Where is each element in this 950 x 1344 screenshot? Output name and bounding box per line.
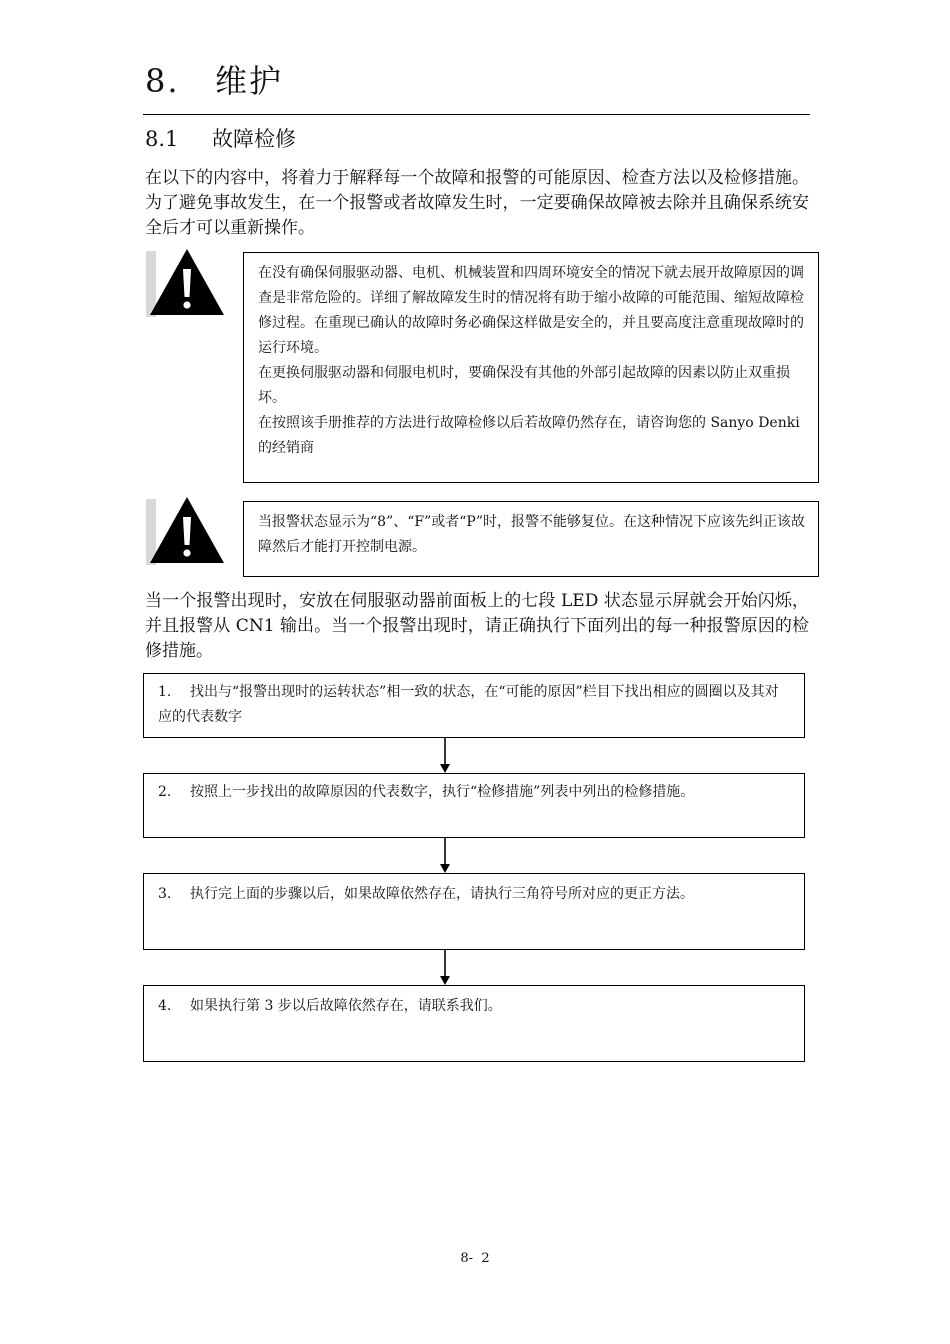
section-title — [145, 123, 296, 153]
intro-paragraph: 在以下的内容中，将着力于解释每一个故障和报警的可能原因、检查方法以及检修措施。为了避免事故发生，在一个报警或者故障发生时，一定要确保故障被去除并且确保系统安全后才可以重新操作。 — [145, 168, 809, 238]
step-number: 4. — [158, 998, 172, 1014]
chapter-title — [145, 56, 283, 102]
notice-paragraph: 在更换伺服驱动器和伺服电机时，要确保没有其他的外部引起故障的因素以防止双重损坏。 — [258, 365, 790, 406]
step-number: 2. — [158, 784, 172, 800]
section-number: 8.1 — [145, 127, 179, 151]
section-title-text: 故障检修 — [212, 127, 296, 151]
notice-paragraph: 当报警状态显示为“8”、“F”或者“P”时，报警不能够复位。在这种情况下应该先纠正该故障然后才能打开控制电源。 — [258, 514, 805, 555]
notice-paragraph: 在没有确保伺服驱动器、电机、机械装置和四周环境安全的情况下就去展开故障原因的调查是非常危险的。详细了解故障发生时的情况将有助于缩小故障的可能范围、缩短故障检修过程。在重现已确认的故障时务必确保这样做是安全的，并且要高度注意重现故障时的运行环境。 — [258, 265, 804, 356]
step-text: 执行完上面的步骤以后，如果故障依然存在，请执行三角符号所对应的更正方法。 — [190, 886, 694, 902]
flow-step-2 — [143, 773, 805, 838]
flow-step-3 — [143, 873, 805, 950]
arrow-down-icon — [439, 950, 451, 985]
alarm-reset-notice — [243, 501, 819, 577]
page-number: 8- 2 — [460, 1251, 490, 1266]
warning-triangle-icon — [146, 243, 228, 321]
step-text: 找出与“报警出现时的运转状态”相一致的状态，在“可能的原因”栏目下找出相应的圆圈以及其对应的代表数字 — [158, 684, 779, 725]
flow-step-1 — [143, 673, 805, 738]
safety-notice — [243, 252, 819, 483]
step-text: 按照上一步找出的故障原因的代表数字，执行“检修措施”列表中列出的检修措施。 — [190, 784, 695, 800]
flow-step-4 — [143, 985, 805, 1062]
notice-paragraph: 在按照该手册推荐的方法进行故障检修以后若故障仍然存在，请咨询您的 Sanyo Denki 的经销商 — [258, 415, 800, 456]
alarm-paragraph: 当一个报警出现时，安放在伺服驱动器前面板上的七段 LED 状态显示屏就会开始闪烁，并且报警从 CN1 输出。当一个报警出现时，请正确执行下面列出的每一种报警原因的检修措施。 — [145, 591, 809, 661]
chapter-title-text: 维护 — [215, 62, 284, 100]
arrow-down-icon — [439, 738, 451, 773]
step-number: 1. — [158, 684, 172, 700]
warning-triangle-icon — [146, 491, 228, 569]
step-text: 如果执行第 3 步以后故障依然存在，请联系我们。 — [190, 998, 502, 1014]
chapter-number: 8. — [145, 62, 180, 100]
step-number: 3. — [158, 886, 172, 902]
title-divider — [143, 114, 810, 115]
arrow-down-icon — [439, 838, 451, 873]
